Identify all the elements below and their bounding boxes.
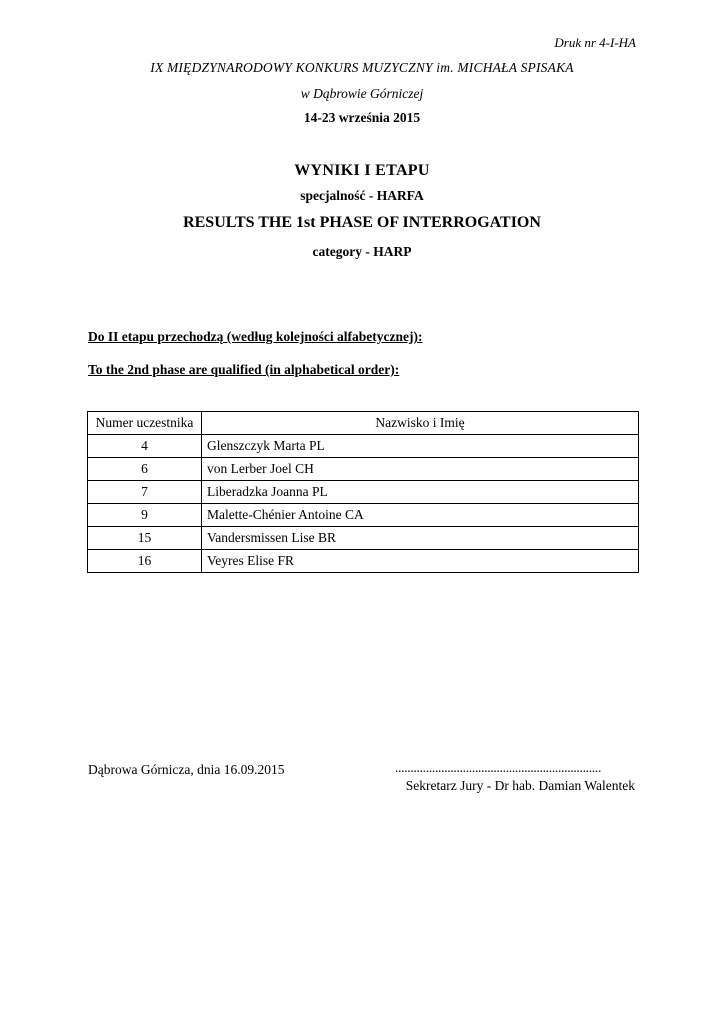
participant-name: Liberadzka Joanna PL	[202, 481, 639, 504]
participant-name: Vandersmissen Lise BR	[202, 527, 639, 550]
participant-name: Veyres Elise FR	[202, 550, 639, 573]
contest-name: IX MIĘDZYNARODOWY KONKURS MUZYCZNY im. MICHAŁA SPISAKA	[150, 60, 574, 75]
participant-number: 15	[88, 527, 202, 550]
results-table	[87, 411, 639, 573]
category-english: category - HARP	[312, 244, 412, 259]
print-number: Druk nr 4-I-HA	[554, 35, 636, 50]
table-row	[88, 504, 639, 527]
participant-name: von Lerber Joel CH	[202, 458, 639, 481]
participant-number: 16	[88, 550, 202, 573]
table-row	[88, 527, 639, 550]
title-polish: WYNIKI I ETAPU	[294, 162, 430, 179]
participant-number: 9	[88, 504, 202, 527]
specialty-polish: specjalność - HARFA	[300, 188, 424, 203]
qualified-heading-polish: Do II etapu przechodzą (według kolejności alfabetycznej):	[88, 329, 423, 344]
table-row	[88, 481, 639, 504]
participant-number: 4	[88, 435, 202, 458]
column-header-number: Numer uczestnika	[88, 412, 202, 435]
table-row	[88, 550, 639, 573]
table-row	[88, 458, 639, 481]
qualified-heading-english: To the 2nd phase are qualified (in alphabetical order):	[88, 362, 400, 377]
participant-name: Malette-Chénier Antoine CA	[202, 504, 639, 527]
contest-city: w Dąbrowie Górniczej	[300, 86, 424, 101]
table-header-row	[88, 412, 639, 435]
participant-number: 7	[88, 481, 202, 504]
jury-secretary: Sekretarz Jury - Dr hab. Damian Walentek	[405, 778, 635, 793]
title-english: RESULTS THE 1st PHASE OF INTERROGATION	[183, 214, 541, 231]
column-header-name: Nazwisko i Imię	[202, 412, 639, 435]
participant-number: 6	[88, 458, 202, 481]
participant-name: Glenszczyk Marta PL	[202, 435, 639, 458]
table-row	[88, 435, 639, 458]
place-and-date: Dąbrowa Górnicza, dnia 16.09.2015	[88, 762, 285, 777]
signature-line: ...................................................................	[395, 760, 602, 775]
contest-dates: 14-23 września 2015	[303, 110, 421, 125]
